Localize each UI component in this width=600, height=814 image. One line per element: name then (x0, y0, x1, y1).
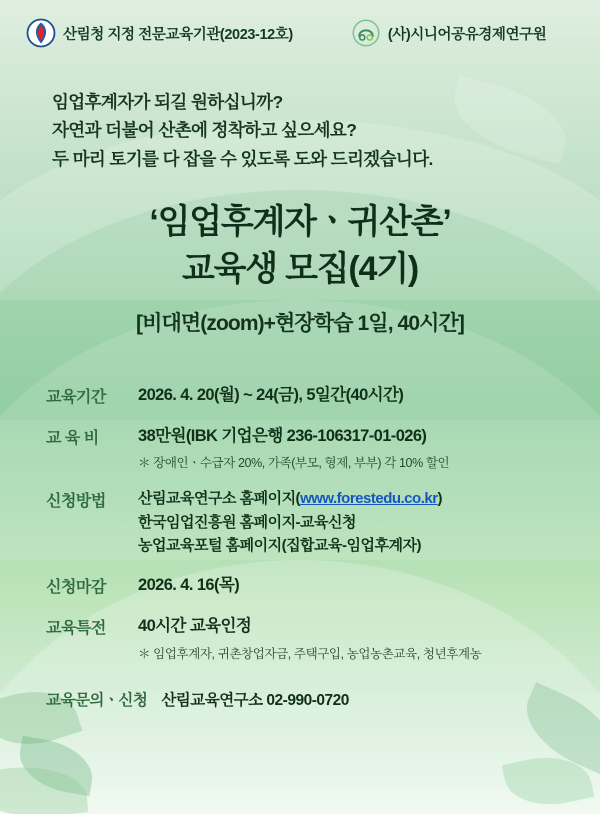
poster-header (0, 0, 600, 66)
forestedu-website-link[interactable]: www.forestedu.co.kr (300, 490, 438, 508)
detail-body (138, 614, 562, 662)
detail-row-apply-method (46, 487, 562, 557)
lead-copy (52, 88, 600, 173)
detail-body (138, 487, 562, 557)
contact-value[interactable]: 산림교육연구소 02-990-0720 (161, 691, 349, 709)
lead-line-2: 자연과 더불어 산촌에 정착하고 싶으세요? (52, 120, 357, 141)
org-right-label: (사)시니어공유경제연구원 (387, 26, 547, 43)
detail-value: 38만원(IBK 기업은행 236-106317-01-026) (138, 426, 427, 445)
detail-body (138, 383, 562, 408)
detail-row-benefits (46, 614, 562, 662)
lead-line-1: 임업후계자가 되길 원하십니까? (52, 92, 283, 112)
decorative-leaf-left-2 (14, 736, 97, 796)
lead-line-3: 두 마리 토기를 다 잡을 수 있도록 도와 드리겠습니다. (52, 148, 433, 169)
detail-note: ＊ 장애인ㆍ수급자 20%, 가족(부모, 형제, 부부) 각 10% 할인 (138, 456, 450, 471)
title-subtitle: [비대면(zoom)+현장학습 1일, 40시간] (136, 311, 464, 335)
detail-label: 교육기간 (46, 388, 106, 406)
detail-body (138, 424, 562, 472)
contact-label: 교육문의ㆍ신청 (46, 691, 148, 709)
korea-forest-service-emblem (26, 18, 56, 48)
detail-note: ＊ 임업후계자, 귀촌창업자금, 주택구입, 농업농촌교육, 청년후계농 (138, 646, 482, 661)
title-line-2: 교육생 모집(4기) (181, 249, 419, 288)
decorative-leaf-left-3 (0, 760, 88, 814)
detail-value: 40시간 교육인정 (138, 616, 252, 635)
detail-row-deadline (46, 573, 562, 598)
decorative-leaf-right-2 (502, 748, 595, 814)
detail-label: 교육특전 (46, 619, 106, 637)
apply-line-1-post: ) (437, 490, 443, 508)
detail-value: 2026. 4. 20(월) ~ 24(금), 5일간(40시간) (138, 385, 404, 404)
title-line-1: ‘임업후계자ㆍ귀산촌’ (149, 203, 451, 242)
apply-line-2: 한국임업진흥원 홈페이지-교육신청 (138, 513, 357, 531)
apply-line-3: 농업교육포털 홈페이지(집합교육-임업후계자) (138, 536, 421, 554)
poster-title (0, 199, 600, 337)
detail-value: 2026. 4. 16(목) (138, 576, 240, 595)
apply-line-1 (138, 487, 562, 510)
detail-label: 교 육 비 (46, 429, 99, 447)
org-left-label: 산림청 지정 전문교육기관(2023-12호) (63, 26, 293, 43)
detail-label: 신청방법 (46, 493, 106, 511)
detail-row-fee (46, 424, 562, 472)
contact-block (46, 688, 600, 710)
detail-body (138, 573, 562, 598)
org-senior-sharing-economy (351, 18, 547, 48)
detail-label: 신청마감 (46, 579, 106, 597)
org-korea-forest-service (26, 18, 293, 48)
senior-sharing-economy-institute-logo (351, 18, 381, 48)
detail-row-period (46, 383, 562, 408)
apply-line-1-pre: 산림교육연구소 홈페이지( (138, 490, 301, 508)
detail-list (46, 383, 562, 662)
